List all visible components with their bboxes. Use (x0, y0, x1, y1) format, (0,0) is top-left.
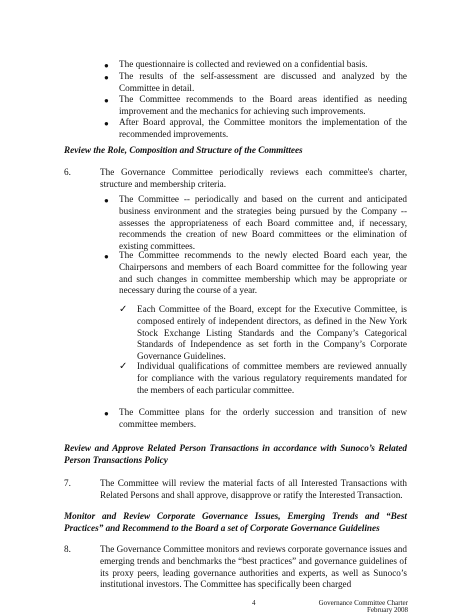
footer-date: February 2008 (366, 606, 408, 614)
check-item: Each Committee of the Board, except for the Executive Committee, is composed entirely of independent directors, as defined in the New York Stock Exchange Listing Standards and the Company’s Categorical Standards of Independence as set forth in the Company’s Corporate Governance Guidelines. (137, 304, 407, 362)
list-item: The questionnaire is collected and reviewed on a confidential basis. (119, 59, 368, 69)
item-number-8: 8. (64, 544, 71, 554)
section-heading-monitor: Monitor and Review Corporate Governance Issues, Emerging Trends and “Best Practices” and Recommend to the Board a set of Corporate Governance Guidelines (64, 511, 407, 533)
section-heading-related-person: Review and Approve Related Person Transactions in accordance with Sunoco’s Related Person Transactions Policy (64, 443, 407, 465)
bullet-icon: ● (104, 73, 109, 82)
bullet-icon: ● (104, 96, 109, 105)
footer-doc-title: Governance Committee Charter (318, 599, 408, 607)
check-item: Individual qualifications of committee members are reviewed annually for compliance with the various regulatory requirements mandated for the members of each particular committee. (137, 361, 407, 395)
checkmark-icon: ✓ (119, 361, 128, 372)
checkmark-icon: ✓ (119, 304, 128, 315)
list-item: The results of the self-assessment are discussed and analyzed by the Committee in detail. (119, 71, 407, 93)
page-number: 4 (252, 599, 256, 607)
list-item: The Committee plans for the orderly succession and transition of new committee members. (119, 407, 407, 429)
list-item: The Committee -- periodically and based on the current and anticipated business environment and the strategies being pursued by the Company -- assesses the appropriateness of each Board committee and, if necessary, recommends the creation of new Board committees or the elimination of existing committees. (119, 194, 407, 252)
item-6-text: The Governance Committee periodically reviews each committee's charter, structure and membership criteria. (100, 167, 407, 189)
bullet-icon: ● (104, 196, 109, 205)
bullet-icon: ● (104, 409, 109, 418)
list-item: The Committee recommends to the Board areas identified as needing improvement and the mechanics for achieving such improvements. (119, 94, 407, 116)
item-number-7: 7. (64, 478, 71, 488)
bullet-icon: ● (104, 252, 109, 261)
item-number-6: 6. (64, 167, 71, 177)
bullet-icon: ● (104, 119, 109, 128)
item-8-text: The Governance Committee monitors and reviews corporate governance issues and emerging trends and benchmarks the “best practices” and governance guidelines of its proxy peers, leading governance authorities and experts, as well as Sunoco’s institutional investors. The Committee has specifically been charged (100, 544, 407, 590)
list-item: After Board approval, the Committee monitors the implementation of the recommended improvements. (119, 117, 407, 139)
list-item: The Committee recommends to the newly elected Board each year, the Chairpersons and members of each Board committee for the following year and such changes in committee membership which may be appropriate or necessary during the course of a year. (119, 250, 407, 296)
item-7-text: The Committee will review the material facts of all Interested Transactions with Related Persons and shall approve, disapprove or ratify the Interested Transaction. (100, 478, 407, 500)
section-heading-review-role: Review the Role, Composition and Structure of the Committees (64, 145, 303, 155)
bullet-icon: ● (104, 61, 109, 70)
